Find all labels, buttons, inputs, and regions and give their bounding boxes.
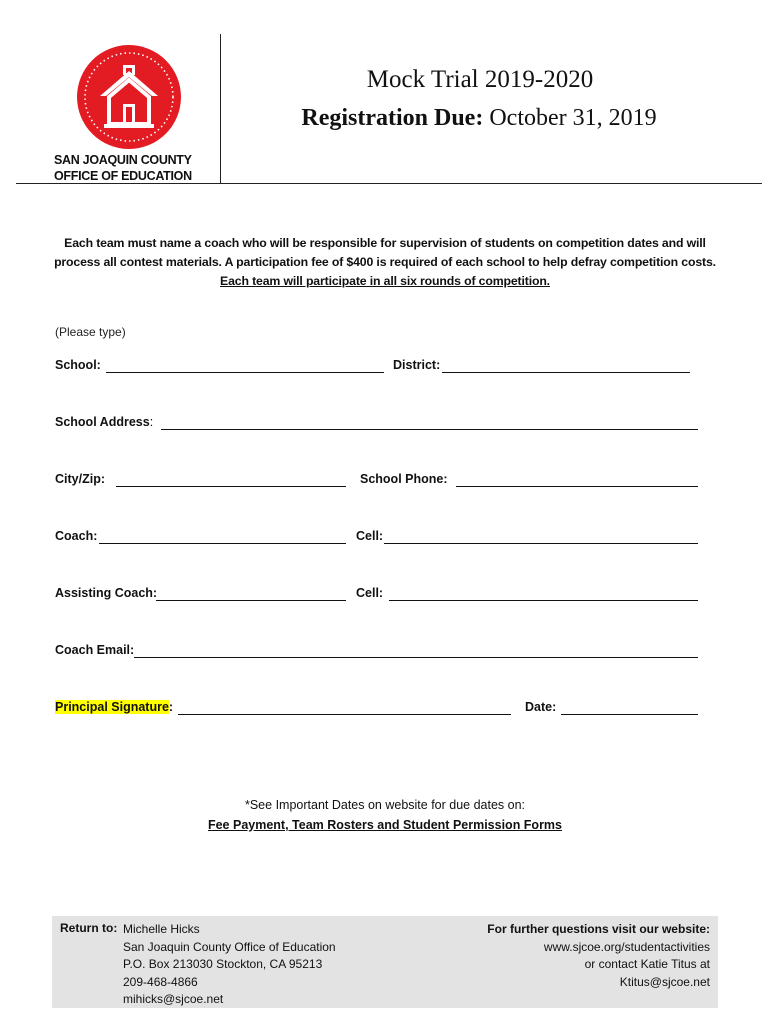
cell-2-label: Cell: (356, 586, 384, 600)
logo-line-2: OFFICE OF EDUCATION (54, 169, 192, 183)
assisting-coach-label: Assisting Coach: (55, 586, 158, 600)
header-vertical-divider (220, 34, 221, 184)
intro-paragraph (44, 234, 726, 291)
due-date: October 31, 2019 (489, 105, 657, 131)
principal-signature-input-line[interactable] (178, 714, 511, 715)
due-label: Registration Due: (301, 105, 484, 131)
intro-text: Each team must name a coach who will be responsible for supervision of students on competition dates and will process all contest materials. A participation fee of $400 is required of each school to help defray competition costs. (54, 236, 716, 269)
website-link[interactable]: www.sjcoe.org/studentactivities (543, 939, 710, 954)
logo-line-1: SAN JOAQUIN COUNTY (54, 153, 192, 167)
coach-email-label: Coach Email: (55, 643, 135, 657)
city-zip-input-line[interactable] (116, 486, 346, 487)
coach-label: Coach: (55, 529, 98, 543)
dates-note-line-1: *See Important Dates on website for due dates on: (244, 798, 526, 812)
return-line-name: Michelle Hicks (123, 922, 200, 936)
logo-text (54, 152, 204, 184)
coach-email-input-line[interactable] (134, 657, 698, 658)
return-line-org: San Joaquin County Office of Education (123, 939, 336, 954)
return-line-phone: 209-468-4866 (123, 974, 198, 989)
return-line-email[interactable]: mihicks@sjcoe.net (123, 992, 224, 1006)
questions-label: For further questions visit our website: (487, 922, 710, 936)
return-to-label: Return to: (60, 921, 118, 935)
school-label: School: (55, 358, 101, 372)
date-input-line[interactable] (561, 714, 698, 715)
further-questions (487, 921, 710, 991)
header-horizontal-divider (16, 183, 762, 184)
page-title: Mock Trial 2019-2020 (366, 66, 594, 93)
cell-input-line[interactable] (384, 543, 698, 544)
school-phone-input-line[interactable] (456, 486, 698, 487)
school-phone-label: School Phone: (360, 472, 448, 486)
contact-line: or contact Katie Titus at (584, 957, 710, 971)
cell-label: Cell: (356, 529, 384, 543)
footer-contact-box (52, 916, 718, 1008)
school-input-line[interactable] (106, 372, 384, 373)
contact-email[interactable]: Ktitus@sjcoe.net (619, 974, 710, 989)
cell-2-input-line[interactable] (389, 600, 698, 601)
principal-signature-label: Principal Signature: (55, 700, 174, 714)
date-label: Date: (525, 700, 557, 714)
assisting-coach-input-line[interactable] (156, 600, 346, 601)
district-input-line[interactable] (442, 372, 690, 373)
important-dates-note (150, 795, 620, 835)
schoolhouse-icon (76, 44, 182, 150)
city-zip-label: City/Zip: (55, 472, 105, 486)
return-address (123, 921, 336, 1009)
school-address-label: School Address: (55, 415, 154, 429)
intro-underlined: Each team will participate in all six rounds of competition. (220, 274, 550, 288)
coach-input-line[interactable] (99, 543, 346, 544)
return-line-address: P.O. Box 213030 Stockton, CA 95213 (123, 957, 323, 971)
please-type-note: (Please type) (55, 325, 126, 339)
dates-note-line-2: Fee Payment, Team Rosters and Student Permission Forms (207, 818, 563, 832)
district-label: District: (393, 358, 441, 372)
registration-due (274, 105, 684, 132)
school-address-input-line[interactable] (161, 429, 698, 430)
